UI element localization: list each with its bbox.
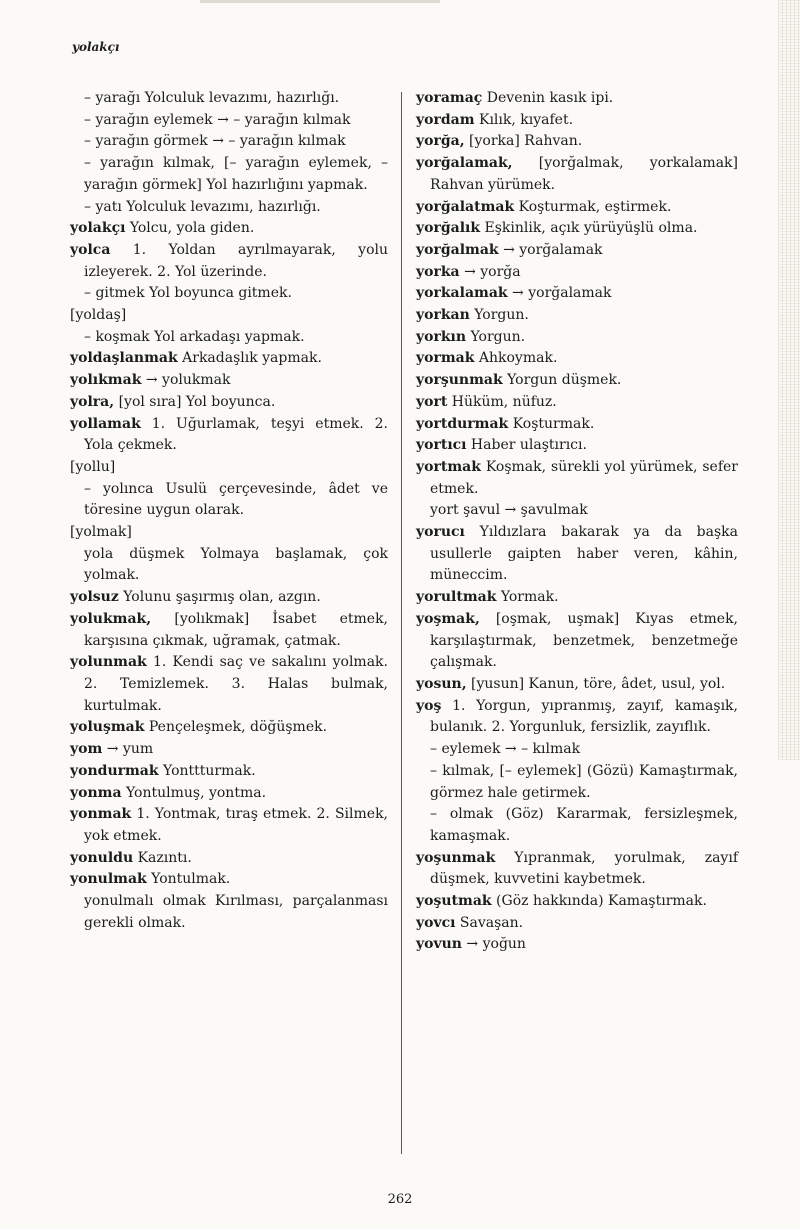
headword: yoşunmak <box>416 849 496 866</box>
definition: Pençeleşmek, döğüşmek. <box>144 719 328 736</box>
headword: yort <box>416 393 448 410</box>
definition: Yonttturmak. <box>158 762 256 779</box>
dictionary-entry <box>70 240 388 283</box>
dictionary-entry <box>416 804 738 847</box>
definition: Yolcu, yola giden. <box>125 220 255 237</box>
left-column <box>70 88 388 934</box>
dictionary-entry <box>416 435 738 457</box>
dictionary-entry <box>416 674 738 696</box>
headword: yorka <box>416 263 460 280</box>
definition: → yoğun <box>461 936 526 953</box>
definition: Yıldızlara bakarak ya da başka usullerle gaipten haber veren, kâhin, müneccim. <box>430 524 738 584</box>
headword: yorğa, <box>416 133 465 150</box>
dictionary-entry <box>70 891 388 934</box>
definition: [yol sıra] Yol boyunca. <box>114 393 276 410</box>
dictionary-entry <box>70 370 388 392</box>
definition: → yolukmak <box>141 372 231 389</box>
definition: Savaşan. <box>455 914 524 931</box>
dictionary-entry <box>70 652 388 717</box>
definition: – gitmek Yol boyunca gitmek. <box>84 285 292 302</box>
definition: [yorğalmak, yorkalamak] Rahvan yürümek. <box>430 155 738 193</box>
dictionary-entry <box>70 804 388 847</box>
headword: yolakçı <box>70 220 126 237</box>
headword: yoramaç <box>416 90 483 106</box>
headword: yolsuz <box>70 589 119 606</box>
definition: Koşturmak. <box>508 415 595 432</box>
page-number: 262 <box>387 1192 413 1207</box>
headword: yordam <box>416 111 475 128</box>
headword: yoldaşlanmak <box>70 350 178 367</box>
dictionary-entry <box>70 414 388 457</box>
column-divider <box>401 92 402 1154</box>
running-head: yolakçı <box>72 40 120 54</box>
definition: 1. Yoldan ayrılmayarak, yolu izleyerek. 2. Yol üzerinde. <box>84 241 388 280</box>
dictionary-entry <box>416 934 738 956</box>
definition: – eylemek → – kılmak <box>430 741 581 758</box>
definition: Yontulmuş, yontma. <box>121 784 267 801</box>
definition: [yolmak] <box>70 524 132 541</box>
dictionary-entry <box>70 869 388 891</box>
definition: – koşmak Yol arkadaşı yapmak. <box>84 328 305 345</box>
headword: yoşmak, <box>416 610 480 627</box>
dictionary-entry <box>416 457 738 500</box>
headword: yorkan <box>416 307 470 324</box>
dictionary-entry <box>70 761 388 783</box>
dictionary-entry <box>416 131 738 153</box>
dictionary-entry <box>416 500 738 522</box>
top-edge-mark <box>200 0 440 3</box>
headword: yolunmak <box>70 654 147 671</box>
definition: Yorgun. <box>466 328 526 345</box>
headword: yovun <box>416 936 462 953</box>
definition: – yolınca Usulü çerçevesinde, âdet ve töresine uygun olarak. <box>84 480 388 519</box>
headword: yortmak <box>416 458 481 475</box>
dictionary-entry <box>416 587 738 609</box>
headword: yosun, <box>416 675 467 692</box>
dictionary-entry <box>70 348 388 370</box>
headword: yonuldu <box>70 849 134 866</box>
headword: yollamak <box>70 415 141 432</box>
definition: → yorğalamak <box>498 241 603 258</box>
definition: Kılık, kıyafet. <box>474 111 574 128</box>
headword: yonmak <box>70 806 132 823</box>
dictionary-entry <box>70 587 388 609</box>
dictionary-entry <box>416 739 738 761</box>
dictionary-entry <box>70 609 388 652</box>
definition: 1. Uğurlamak, teşyi etmek. 2. Yola çekmek. <box>84 415 388 454</box>
dictionary-entry <box>70 739 388 761</box>
definition: Ahkoymak. <box>474 350 558 367</box>
right-column <box>416 88 738 956</box>
definition: Yorgun düşmek. <box>502 372 622 389</box>
headword: yolukmak, <box>70 610 152 627</box>
dictionary-entry <box>416 240 738 262</box>
dictionary-entry <box>70 327 388 349</box>
definition: Koşmak, sürekli yol yürümek, sefer etmek. <box>430 458 738 497</box>
definition: Eşkinlik, açık yürüyüşlü olma. <box>480 220 698 237</box>
dictionary-entry <box>416 262 738 284</box>
definition: Hüküm, nüfuz. <box>447 393 557 410</box>
headword: yoşutmak <box>416 893 492 910</box>
definition: Devenin kasık ipi. <box>482 90 614 106</box>
dictionary-entry <box>70 197 388 219</box>
headword: yorşunmak <box>416 372 503 389</box>
headword: yorğalamak, <box>416 155 513 172</box>
dictionary-entry <box>70 783 388 805</box>
dictionary-entry <box>70 305 388 327</box>
dictionary-entry <box>416 370 738 392</box>
definition: Yormak. <box>496 589 559 606</box>
dictionary-entry <box>416 327 738 349</box>
headword: yoluşmak <box>70 719 145 736</box>
headword: yom <box>70 741 103 758</box>
headword: yovcı <box>416 914 456 931</box>
headword: yondurmak <box>70 762 159 779</box>
dictionary-entry <box>70 522 388 544</box>
definition: yonulmalı olmak Kırılması, parçalanması gerekli olmak. <box>84 893 388 931</box>
definition: → yorğalamak <box>507 285 612 302</box>
definition: – kılmak, [– eylemek] (Gözü) Kamaştırmak, görmez hale getirmek. <box>430 762 738 801</box>
dictionary-entry <box>70 88 388 110</box>
headword: yorucı <box>416 524 465 541</box>
page-edge-texture <box>778 0 800 760</box>
headword: yorğalmak <box>416 241 499 258</box>
dictionary-entry <box>416 197 738 219</box>
headword: yorğalatmak <box>416 198 515 215</box>
definition: – yarağı Yolculuk levazımı, hazırlığı. <box>84 90 340 106</box>
dictionary-entry <box>70 110 388 132</box>
headword: yonma <box>70 784 122 801</box>
definition: → yum <box>102 741 154 758</box>
definition: 1. Yorgun, yıpranmış, zayıf, kamaşık, bulanık. 2. Yorgunluk, fersizlik, zayıflık. <box>430 697 738 736</box>
dictionary-entry <box>70 153 388 196</box>
headword: yonulmak <box>70 871 147 888</box>
headword: yolıkmak <box>70 372 142 389</box>
dictionary-entry <box>416 88 738 110</box>
definition: Haber ulaştırıcı. <box>466 437 587 454</box>
definition: Yontulmak. <box>146 871 231 888</box>
dictionary-entry <box>416 414 738 436</box>
dictionary-entry <box>70 479 388 522</box>
dictionary-entry <box>416 283 738 305</box>
headword: yorultmak <box>416 589 497 606</box>
definition: yort şavul → şavulmak <box>430 502 588 519</box>
dictionary-entry <box>70 848 388 870</box>
definition: [yoldaş] <box>70 307 127 324</box>
definition: – yarağın kılmak, [– yarağın eylemek, – yarağın görmek] Yol hazırlığını yapmak. <box>84 155 388 193</box>
definition: 1. Yontmak, tıraş etmek. 2. Silmek, yok etmek. <box>84 806 388 844</box>
dictionary-entry <box>70 717 388 739</box>
definition: [yollu] <box>70 458 116 475</box>
definition: yola düşmek Yolmaya başlamak, çok yolmak. <box>84 545 388 584</box>
headword: yorkın <box>416 328 467 345</box>
dictionary-entry <box>416 392 738 414</box>
definition: [yusun] Kanun, töre, âdet, usul, yol. <box>466 675 726 692</box>
definition: – yarağın eylemek → – yarağın kılmak <box>84 111 351 128</box>
dictionary-entry <box>416 761 738 804</box>
definition: (Göz hakkında) Kamaştırmak. <box>491 893 707 910</box>
headword: yormak <box>416 350 475 367</box>
headword: yoş <box>416 697 442 714</box>
headword: yorğalık <box>416 220 481 237</box>
dictionary-entry <box>70 131 388 153</box>
dictionary-entry <box>416 522 738 587</box>
dictionary-entry <box>416 891 738 913</box>
headword: yolra, <box>70 393 115 410</box>
dictionary-entry <box>416 848 738 891</box>
dictionary-entry <box>70 392 388 414</box>
dictionary-entry <box>416 913 738 935</box>
dictionary-entry <box>70 218 388 240</box>
dictionary-entry <box>416 609 738 674</box>
dictionary-entry <box>70 544 388 587</box>
definition: – yarağın görmek → – yarağın kılmak <box>84 133 346 150</box>
dictionary-entry <box>416 218 738 240</box>
definition: Kazıntı. <box>133 849 192 866</box>
definition: → yorğa <box>459 263 521 280</box>
dictionary-entry <box>416 696 738 739</box>
dictionary-entry <box>416 348 738 370</box>
definition: Yıpranmak, yorulmak, zayıf düşmek, kuvvetini kaybetmek. <box>430 849 738 888</box>
definition: – yatı Yolculuk levazımı, hazırlığı. <box>84 198 321 215</box>
headword: yorkalamak <box>416 285 508 302</box>
dictionary-entry <box>70 283 388 305</box>
headword: yortdurmak <box>416 415 509 432</box>
headword: yolca <box>70 241 111 258</box>
dictionary-entry <box>70 457 388 479</box>
definition: 1. Kendi saç ve sakalını yolmak. 2. Temizlemek. 3. Halas bulmak, kurtulmak. <box>84 654 388 714</box>
definition: Koşturmak, eştirmek. <box>514 198 672 215</box>
dictionary-entry <box>416 110 738 132</box>
definition: Yorgun. <box>469 307 529 324</box>
definition: Arkadaşlık yapmak. <box>177 350 322 367</box>
definition: – olmak (Göz) Kararmak, fersizleşmek, kamaşmak. <box>430 806 738 844</box>
dictionary-entry <box>416 153 738 196</box>
definition: [yorka] Rahvan. <box>464 133 583 150</box>
dictionary-entry <box>416 305 738 327</box>
definition: Yolunu şaşırmış olan, azgın. <box>118 589 321 606</box>
definition: [oşmak, uşmak] Kıyas etmek, karşılaştırmak, benzetmek, benzetmeğe çalışmak. <box>430 610 738 671</box>
headword: yortıcı <box>416 437 467 454</box>
definition: [yolıkmak] İsabet etmek, karşısına çıkmak, uğramak, çatmak. <box>84 610 388 649</box>
